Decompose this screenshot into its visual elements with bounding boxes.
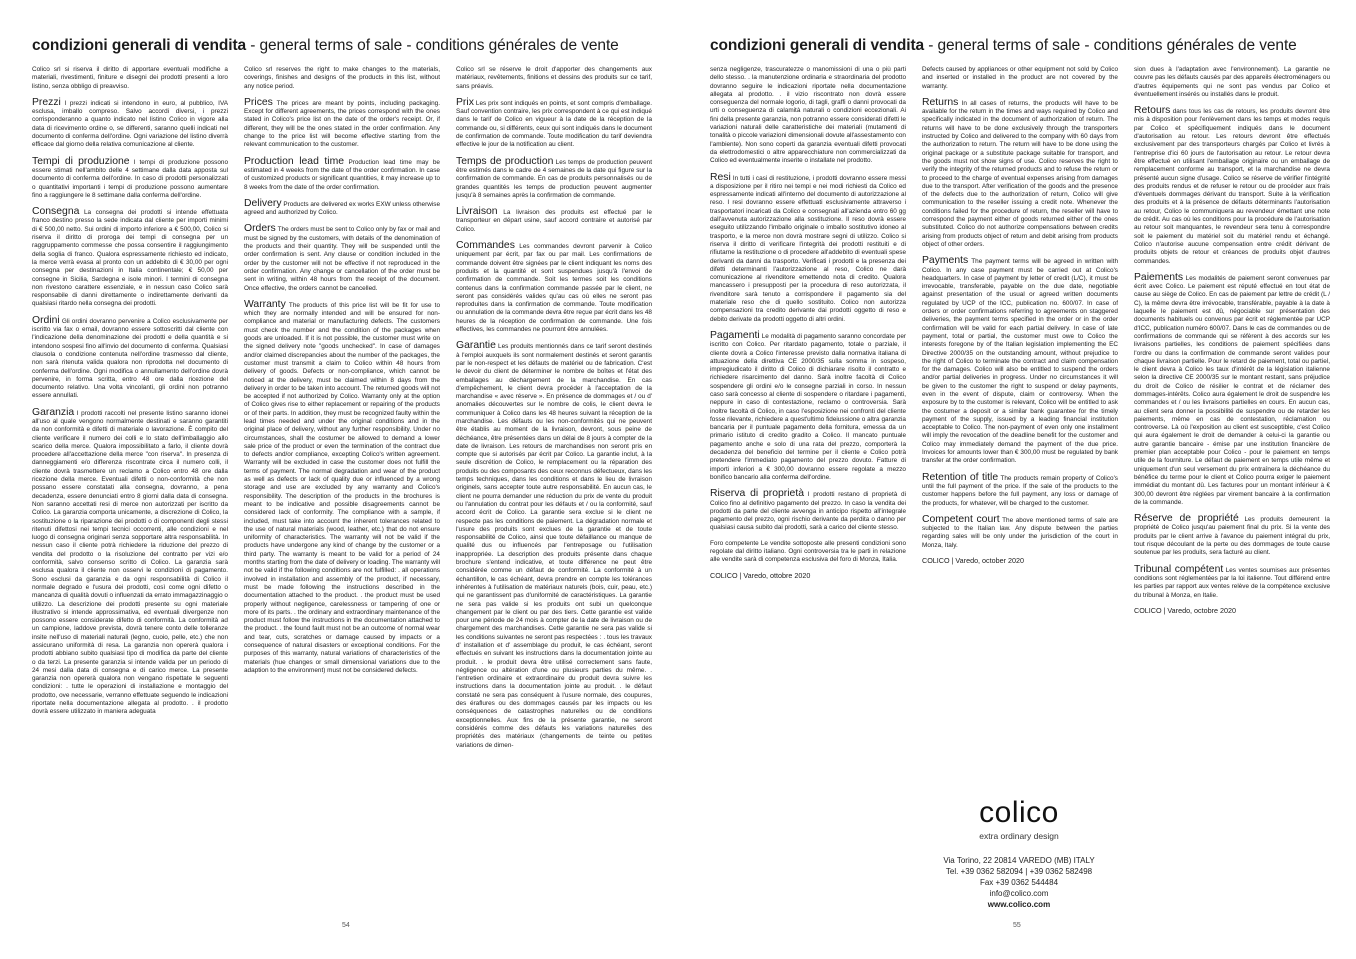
clause-section bbox=[244, 66, 440, 91]
columns-left bbox=[32, 66, 652, 912]
clause-heading: Prices bbox=[244, 96, 273, 108]
clause-text: I prodotti restano di proprietà di Colico fino al definitivo pagamento del prezzo. In caso la vendita dei prodotti da parte del cliente avvenga in anticipo rispetto all'integrale pagamento del prezzo, ogni rischio derivante da perdita o danno per qualsiasi causa subito dai prodotti, sarà a carico del cliente stesso. bbox=[710, 491, 906, 532]
clause-text: The prices are meant by points, including packaging. Except for different agreements, the prices correspond with the ones stated in Colico's price list on the date of the order's receipt. Or, if different, they will be the ones stated in the order confirmation. Any change to the price list will become effective starting from the relevant communication to the customer. bbox=[244, 99, 440, 149]
clause-heading: Production lead time bbox=[244, 155, 345, 167]
clause-section bbox=[32, 207, 228, 309]
title-rest: - general terms of sale - conditions générales de vente bbox=[924, 37, 1297, 54]
column-french bbox=[1134, 66, 1330, 912]
clause-text: Products are delivered ex works EXW unless otherwise agreed and authorized by Colico. bbox=[244, 200, 440, 217]
clause-section bbox=[456, 98, 652, 150]
clause-section bbox=[32, 157, 228, 200]
clause-text: Defects caused by appliances or other equipment not sold by Colico and inserted or installed in the product are not covered by the warranty. bbox=[922, 66, 1118, 90]
clause-section bbox=[1134, 514, 1330, 557]
clause-section bbox=[32, 408, 228, 717]
clause-section bbox=[922, 98, 1118, 249]
clause-text: Les produits demeurent la propriété de Colico jusqu'au paiement final du prix. Si la vente des produits par le client arrive à l'avance du paiement intégral du prix, tout risque découlant de la perte ou des dommages de toute cause soutenue par les produits, sera facturé au client. bbox=[1134, 516, 1330, 557]
clause-heading: Resi bbox=[710, 171, 731, 183]
clause-text: La livraison des produits est effectué par le transporteur en départ usine, sauf accord contraire et autorisé par Colico. bbox=[456, 209, 652, 233]
clause-text: dans tous les cas de retours, les produits devront être mis à disposition pour l'enlèvement dans les temps et modes requis par Colico et spécifiquement indiqués dans le document d'autorisation au retour. Les retours devront être effectués exclusivement par des transporteurs chargés par Colico et livrés à l'entreprise d'ici 60 jours de l'autorisation au retour. Le retour devra être effectué en utilisant l'emballage originaire ou un emballage de remplacement conforme au transport, et la marchandise ne devra présenté aucun signe d'usage. Colico se réserve de vérifier l'intégrité des produits rendus et de refuser le retour ou de procéder aux frais d'éventuels dommages dérivant du transport. Suite à la vérification des produits et à la présence de défauts déterminants l'autorisation au retour, Colico le communiquera au revendeur émettant une note de crédit. Au cas où les conditions pour la procédure de l'autorisation au retour soit manquantes, le revendeur sera tenu à correspondre soit le paiement du matériel soit du matériel rendu et échangé. Colico n'autorise aucune compensation entre crédit dérivant de produits objets de retour et créances de produits objet d'autres commandes. bbox=[1134, 108, 1330, 265]
page-title-left bbox=[32, 36, 652, 55]
clause-heading: Orders bbox=[244, 223, 276, 235]
clause-text: Gli ordini dovranno pervenire a Colico esclusivamente per iscritto via fax o email, dovranno essere sottoscritti dal cliente con l'indicazione della denominazione dei prodotti e della quantità e si intendono sospesi fino all'invio del documento di conferma. Qualsiasi clausola o condizione contenuta nell'ordine trasmesso dal cliente, non sarà ritenuta valida qualora non riprodotta nel documento di conferma dell'ordine. Ogni modifica o annullamento dell'ordine dovrà pervenire, in forma scritta, entro 48 ore dalla ricezione del documento relativo. Una volta vincolanti, gli ordini non potranno essere annullati. bbox=[32, 317, 228, 400]
clause-section bbox=[922, 473, 1118, 508]
sections bbox=[922, 66, 1118, 550]
clause-heading: Competent court bbox=[922, 513, 1000, 525]
clause-text: The products of this price list will be fit for use to which they are normally intended and will be ensured for non-compliance and material or manufacturing defects. The customers must check the number and the condition of the packages when goods are unloaded. If it is not possible, the customer must write on the signed delivery note "goods unchecked". In case of damages and/or claimed discrepancies about the number of the packages, the customer must transmit a claim to Colico within 48 hours from delivery of goods. Defects or non-compliance, which cannot be noticed at the delivery, must be claimed within 8 days from the delivery in order to be taken into account. The returned goods will not be accepted if not authorized by Colico. Warranty only at the option of Colico gives rise to either replacement or repairing of the products or of their parts. In addition, they must be recognized faulty within the lead times needed and under the original conditions and in the original place of delivery, without any further responsibility. Under no circumstances, shall the costumer be allowed to demand a lower sale price of the product or even the termination of the contract due to defects and/or compliance, excepting Colico's written agreement. Warranty will be excluded in case the customer does not fulfill the terms of payment. The normal degradation and wear of the product as well as defects or lack of quality due or influenced by a wrong storage and use are excluded by any warranty and Colico's responsibility. The description of the products in the brochures is meant to be indicative and possible disagreements cannot be considered lack of conformity. The compliance with a sample, if included, must take into account the inherent tolerances related to the use of natural materials (wood, leather, etc.) that do not ensure uniformity of characteristics. The warranty will not be valid if the products have undergone any kind of change by the customer or a third party. The warranty is meant to be valid for a period of 24 months starting from the date of delivery or loading. The warranty will not be valid if the following conditions are not fulfilled: . all operations involved in installation and assembly of the product, if necessary, must be made following the instructions described in the documentation attached to the product. . the product must be used properly without negligence, carelessness or tampering of one or more of its parts. . the ordinary and extraordinary maintenance of the product must follow the instructions in the documentation attached to the product. . the found fault must not be an outcome of normal wear and tear, cuts, scratches or damage caused by impacts or a consequence of natural disasters or exceptional conditions. For the purposes of this warranty, natural variations of characteristics of the materials (hue changes or small dimensional variations due to the adaption to the environment) must not be considered defects. bbox=[244, 301, 440, 674]
clause-text: Les temps de production peuvent être estimés dans le cadre de 4 semaines de la date qui figure sur la confirmation de commande. En cas de produits personnalisés ou de grandes quantités les temps de production peuvent augmenter jusqu'à 8 semaines après la confirmation de commande. bbox=[456, 158, 652, 199]
logo-tagline: extra ordinary design bbox=[979, 831, 1059, 841]
page-right bbox=[678, 0, 1356, 959]
clause-text: Les commandes devront parvenir à Colico uniquement par écrit, par fax ou par mail. Les confirmations de commande doivent être signées par le client indiquant les noms des produits et la quantité et sont suspendues jusqu'à l'envoi de confirmation de commande. Soit les termes soit les conditions contenus dans la confirmation commande passée par le client, ne seront pas considérés valides qu'au cas où elles ne seront pas reproduites dans la confirmation de commande. Toute modification ou annulation de la commande devra être reçue par écrit dans les 48 heures de la réception de confirmation de commande. Une fois effectives, les commandes ne pourront être annulées. bbox=[456, 243, 652, 334]
clause-text: Production lead time may be estimated in 4 weeks from the date of the order confirmation. In case of customized products or significant quantities, it may increase up to 8 weeks from the date of the order confirmation. bbox=[244, 158, 440, 191]
clause-text: Les ventes soumises aux présentes conditions sont réglementées par la loi italienne. Tout différend entre les parties par rapport aux ventes relève de la compétence exclusive du tribunal à Monza, en Italie. bbox=[1134, 566, 1330, 599]
address: Via Torino, 22 20814 VAREDO (MB) ITALY bbox=[943, 856, 1095, 865]
clause-heading: Temps de production bbox=[456, 155, 554, 167]
clause-text: The above mentioned terms of sale are subjected to the Italian law. Any dispute between the parties regarding sales will be only under the jurisdiction of the court in Monza, Italy. bbox=[922, 516, 1118, 549]
clause-text: In all cases of returns, the products will have to be available for the return in the times and ways required by Colico and specifically indicated in the document of authorization of return. The returns will have to be done exclusively through the transporters instructed by Colico and delivered to the company with 60 days from the authorization to return. The return will have to be done using the original package or a substitute package suitable for transport, and the goods must not show signs of use. Colico reserves the right to verify the integrity of the returned products and to refuse the return or to proceed to the charge of eventual expenses arising from damages due to the transport. After verification of the goods and the presence of the defects due to the authorization of return, Colico will give communication to the reseller issuing a credit note. Whenever the conditions failed for the procedure of return, the reseller will have to correspond the payment either of goods returned either of the ones substituted. Colico do not authorize compensations between credits arising from products object of return and debit arising from products object of other orders. bbox=[922, 99, 1118, 248]
clause-section bbox=[922, 515, 1118, 550]
title-rest: - general terms of sale - conditions générales de vente bbox=[246, 37, 619, 54]
column-french bbox=[456, 66, 652, 912]
clause-heading: Consegna bbox=[32, 206, 80, 218]
page-number: 54 bbox=[342, 922, 350, 929]
clause-section bbox=[244, 300, 440, 675]
clause-section bbox=[456, 207, 652, 234]
column-italian bbox=[710, 66, 906, 912]
clause-heading: Tempi di produzione bbox=[32, 155, 130, 167]
clause-section bbox=[456, 157, 652, 200]
clause-text: Les modalités de paiement seront convenues par écrit avec Colico. Le paiement est réputé effectué en tout état de cause au siège de Colico. En cas de paiement par lettre de crédit (L / C), la même devra être irrévocable, transférable, payable à la date à laquelle le paiement est dû, négociable sur présentation des documents habituels ou convenus par écrit et réglementée par UCP d'ICC, publication numéro 600/07. Dans le cas de commandes ou de confirmations de commande qui se réfèrent à des accords sur les livraisons partielles, les conditions de paiement spécifiées dans l'ordre ou dans la confirmation de commande seront valides pour chaque livraison partielle. Pour le retard de paiement, total ou partiel, le client devra à Colico les taux d'intérêt de la législation italienne selon la directive CE 2000/35 sur le montant restant, sans préjudice du droit de Colico de résilier le contrat et de réclamer des dommages-intérêts. Colico aura également le droit de suspendre les commandes et / ou les livraisons partielles en cours. En aucun cas, au client sera donner la possibilité de suspendre ou de retarder les paiements, même en cas de contestation, réclamation ou controverse. Là où l'exposition au client est susceptible, c'est Colico qui aura également le droit de demander à celui-ci la garantie ou autre garantie bancaire - émise par une institution financière de premier plan acceptable pour Colico - pour le paiement en temps utile de la fourniture. Le défaut de paiement en temps utile même et uniquement d'un seul versement du prix entraînera la déchéance du bénéfice du terme pour le client et Colico pourra exiger le paiement immédiat du montant dû. Les factures pour un montant inférieur à € 300,00 devront être réglées par virement bancaire à la confirmation de la commande. bbox=[1134, 274, 1330, 506]
clause-section bbox=[456, 241, 652, 334]
clause-text: senza negligenze, trascuratezze o manomissioni di una o più parti dello stesso. . la manutenzione ordinaria e straordinaria del prodotto dovranno seguire le indicazioni riportate nella documentazione allegata al prodotto. . il vizio riscontrato non dovrà essere conseguenza del normale logorio, di tagli, graffi o danni provocati da urti o conseguenza di calamità naturali o condizioni eccezionali. Ai fini della presente garanzia, non potranno essere considerati difetti le variazioni naturali delle caratteristiche dei materiali (mutamenti di tonalità o piccole variazioni dimensionali dovute all'assestamento con l'ambiente). Non sono coperti da garanzia eventuali difetti provocati da elettrodomestici o altre apparecchiature non commercializzati da Colico ed eventualmente inserite o installate nel prodotto. bbox=[710, 66, 906, 165]
clause-text: Colico srl si riserva il diritto di apportare eventuali modifiche a materiali, rivestimenti, finiture e disegni dei prodotti presenti a loro listino, senza obbligo di preavviso. bbox=[32, 66, 228, 90]
clause-text: The payment terms will be agreed in written with Colico. In any case payment must be carried out at Colico's headquarters. In case of payment by letter of credit (L/C), it must be irrevocable, transferable, payable on the due date, negotiable against presentation of the usual or agreed written documents regulated by UCP of the ICC, publication no. 600/07. In case of orders or order confirmations referring to agreements on staggered deliveries, the payment terms specified in the order or in the order confirmation will be valid for each partial delivery. In case of late payment, total or partial, the customer must owe to Colico the interests foregone by of the Italian legislation implementing the EC Directive 2000/35 on the outstanding amount, without prejudice to the right of Colico to terminate the contract and claim compensation for the damages. Colico will also be entitled to suspend the orders and/or partial deliveries in progress. Under no circumstances it will be given to the customer the right to suspend or delay payments, even in the event of dispute, claim or controversy. When the exposure by to the customer is relevant, Colico will be entitled to ask the costumer a deposit or a similar bank guarantee for the timely payment of the supply, issued by a leading financial institution acceptable to Colico. The non-payment of even only one installment will imply the revocation of the deadline benefit for the customer and Colico may immediately demand the payment of the due price. Invoices for amounts lower than € 300,00 must be regulated by bank transfer at the order confirmation. bbox=[922, 258, 1118, 465]
clause-heading: Retention of title bbox=[922, 471, 999, 483]
column-italian bbox=[32, 66, 228, 912]
clause-text: La consegna dei prodotti si intende effettuata franco destino presso la sede indicata dal cliente per importi minimi di € 500,00 netto. Sui ordini di importo inferiore a € 500,00, Colico si riserva il diritto di proroga dei tempi di consegna per un raggruppamento commesse che possa consentire il raggiungimento della soglia di franco. Qualora espressamente richiesto ed indicato, la merce verrà evasa al pronto con un addebito di € 30,00 per ogni consegna per destinazioni in Italia continentale; € 50,00 per consegne in Sicilia, Sardegna e isole minori. I termini di consegna non rivestono carattere essenziale, e in nessun caso Colico sarà responsabile di danni direttamente o indirettamente derivanti da qualsiasi ritardo nella consegna dei prodotti. bbox=[32, 209, 228, 308]
clause-section bbox=[32, 66, 228, 91]
clause-section bbox=[710, 66, 906, 166]
clause-heading: Ordini bbox=[32, 314, 60, 326]
clause-section bbox=[710, 540, 906, 565]
clause-section bbox=[1134, 273, 1330, 507]
clause-text: I prodotti raccolti nel presente listino saranno idonei all'uso al quale vengono normalmente destinati e saranno garantiti da non conformità e difetti di materiale o lavorazione. È compito del cliente verificare il numero dei colli e lo stato dell'imballaggio allo scarico della merce. Qualora impossibilitato a farlo, il cliente dovrà procedere all'accettazione della merce "con riserva". In presenza di danneggiamenti e/o differenza riscontrate circa il numero colli, il cliente dovrà trasmettere un reclamo a Colico entro 48 ore dalla ricezione della merce. Eventuali difetti o non-conformità che non possano essere constatati alla consegna, dovranno, a pena decadenza, essere denunciati entro 8 giorni dalla data di consegna. Non saranno accettati resi di merce non autorizzati per iscritto da Colico. La garanzia comporta unicamente, a discrezione di Colico, la sostituzione o la riparazione dei prodotti o di componenti degli stessi ritenuti difettosi nei tempi tecnici occorrenti, alle condizioni e nel luogo di consegna originari senza sopportare altra responsabilità. In nessun caso il cliente potrà richiedere la riduzione del prezzo di vendita del prodotto o la risoluzione del contratto per vizi e/o conformità, salvo consenso scritto di Colico. La garanzia sarà esclusa qualora il cliente non osservi le condizioni di pagamento. Sono esclusi da garanzia e da ogni responsabilità di Colico il normale degrado e l'usura dei prodotti, così come ogni difetto o mancanza di qualità dovuti o influenzati da errato immagazzinaggio o utilizzo. La descrizione dei prodotti presente su ogni materiale illustrativo si intende approssimativa, ed eventuali divergenze non possono essere considerate difetto di conformità. La conformità ad un campione, laddove prevista, dovrà tenere conto delle tolleranze insite nell'uso di materiali naturali (legno, cuoio, pelle, etc.) che non assicurano uniformità di resa. La garanzia non opererà qualora i prodotti abbiano subito qualsiasi tipo di modifica da parte del cliente o da terzi. La presente garanzia si intende valida per un periodo di 24 mesi dalla data di consegna e di carico merce. La presente garanzia non opererà qualora non vengano rispettate le seguenti condizioni: . tutte le operazioni di installazione e montaggio del prodotto, ove necessarie, verranno effettuate seguendo le indicazioni riportate nella documentazione allegata al prodotto. . il prodotto dovrà essere utilizzato in maniera adeguata bbox=[32, 409, 228, 716]
title-bold: condizioni generali di vendita bbox=[710, 37, 925, 54]
clause-text: Foro competente Le vendite sottoposte alle presenti condizioni sono regolate dal diritto italiano. Ogni controversia tra le parti in relazione alle vendite sarà di competenza esclusiva del foro di Monza, Italia. bbox=[710, 539, 906, 564]
colico-logo: colico bbox=[979, 796, 1059, 829]
contact-block bbox=[924, 798, 1114, 910]
clause-section bbox=[1134, 106, 1330, 266]
page-title-right bbox=[710, 36, 1330, 55]
clause-text: Colico srl reserves the right to make changes to the materials, coverings, finishes and designs of the products in this list, without any notice period. bbox=[244, 66, 440, 90]
email-link[interactable]: info@colico.com bbox=[989, 889, 1049, 898]
telephone: Tel. +39 0362 582094 | +39 0362 582498 bbox=[945, 867, 1093, 876]
clause-heading: Garanzia bbox=[32, 406, 75, 418]
signoff-french: COLICO | Varedo, octobre 2020 bbox=[1134, 605, 1237, 615]
clause-section bbox=[1134, 66, 1330, 99]
website-link[interactable]: www.colico.com bbox=[987, 900, 1051, 909]
clause-section bbox=[244, 224, 440, 292]
clause-section bbox=[456, 66, 652, 91]
clause-section bbox=[922, 256, 1118, 465]
clause-text: In tutti i casi di restituzione, i prodotti dovranno essere messi a disposizione per il ritiro nei tempi e nei modi richiesti da Colico ed espressamente indicati all'interno del documento di autorizzazione al reso. I resi dovranno essere effettuati esclusivamente attraverso i trasportatori incaricati da Colico e consegnati all'azienda entro 60 gg dall'avvenuta autorizzazione alla sostituzione. Il reso dovrà essere eseguito utilizzando l'imballo originale o imballo sostitutivo idoneo al trasporto, e la merce non dovrà mostrare segni di utilizzo. Colico si riserva il diritto di verificare l'integrità dei prodotti restituiti e di rifiutarne la restituzione o di procedere all'addebito di eventuali spese derivanti da danni da trasporto. Verificati i prodotti e la presenza dei difetti determinanti l'autorizzazione al reso, Colico ne darà comunicazione al rivenditore emettendo nota di credito. Qualora mancassero i presupposti per la procedura di reso autorizzata, il rivenditore sarà tenuto a corrispondere il pagamento sia del materiale reso che di quello sostituito. Colico non autorizza compensazioni tra credito derivante dai prodotti oggetto di reso e debito derivate da prodotti oggetto di altri ordini. bbox=[710, 174, 906, 323]
clause-section bbox=[922, 66, 1118, 91]
clause-section bbox=[710, 489, 906, 532]
page-number: 55 bbox=[1013, 922, 1021, 929]
clause-text: Les produits mentionnés dans ce tarif seront destinés à l'emploi auxquels ils sont normalement destinés et seront garantis par le non-respect et les défauts de matériel ou de fabrication. C'est le devoir du client de déterminer le nombre de boîtes et l'état des emballages au déchargement de la marchandise. En cas d'empêchement, le client devra procéder à l'acceptation de la marchandise « avec réserve ». En présence de dommages et / ou d' anomalies découvertes sur le nombre de colis, le client devra le communiquer à Colico dans les 48 heures suivant la réception de la marchandise. Les défauts ou les non-conformités qui ne peuvent être établis au moment de la livraison, devront, sous peine de déchéance, être présentées dans un délai de 8 jours à compter de la date de livraison. Les retours de marchandises non seront pris en compte que si autorisés par écrit par Colico. La garantie inclut, à la seule discrétion de Colico, le remplacement ou la réparation des produits ou des composants des ceux reconnus défectueux, dans les temps techniques, dans les conditions et dans le lieu de livraison originels, sans accepter toute autre responsabilité. En aucun cas, le client ne pourra demander une réduction du prix de vente du produit ou l'annulation du contrat pour les défauts et / ou la conformité, sauf accord écrit de Colico. La garantie sera exclue si le client ne respecte pas les conditions de paiement. La dégradation normale et l'usure des produits sont exclues de la garantie et de toute responsabilité de Colico, ainsi que toute défaillance ou manque de qualité dus ou influencés par l'entreposage ou l'utilisation inappropriée. La description des produits présente dans chaque brochure s'entend indicative, et toute différence ne peut être considérée comme un défaut de conformité. La conformité à un échantillon, le cas échéant, devra prendre en compte les tolérances inhérentes à l'utilisation de matériaux naturels (bois, cuir, peau, etc.) qui ne garantissent pas d'uniformité de caractéristiques. La garantie ne sera pas valide si les produits ont subi un quelconque changement par le client ou par des tiers. Cette garantie est valide pour une période de 24 mois à compter de la date de livraison ou de chargement des marchandises. Cette garantie ne sera pas valide si les conditions suivantes ne seront pas respectées : . tous les travaux d' installation et d' assemblage du produit, le cas échéant, seront effectués en suivant les instructions dans la documentation jointe au produit. . le produit devra être utilisé correctement sans faute, négligence ou altération d'une ou plusieurs parties du même. . l'entretien ordinaire et extraordinaire du produit devra suivre les instructions dans la documentation jointe au produit. . le défaut constaté ne sera pas conséquent à l'usure normale, des coupures, des éraflures ou des dommages causés par les impacts ou les conséquences de catastrophes naturelles ou de conditions exceptionnelles. Aux fins de la présente garantie, ne seront considérés comme des défauts les variations naturelles des propriétés des matériaux (changements de teinte ou petites variations de dimen- bbox=[456, 343, 652, 749]
clause-heading: Réserve de propriété bbox=[1134, 513, 1239, 525]
column-english bbox=[922, 66, 1118, 912]
fax: Fax +39 0362 544484 bbox=[979, 878, 1059, 887]
clause-section bbox=[710, 331, 906, 482]
columns-right bbox=[710, 66, 1330, 912]
sections bbox=[710, 66, 906, 565]
clause-text: The orders must be sent to Colico only by fax or mail and must be signed by the customers, with details of the denomination of the products and their quantity. They will be suspended until the order confirmation is sent. Any clause or condition included in the order by the customer will not be effective if not reproduced in the order confirmation. Any change or cancellation of the order must be sent in writing, within 48 hours from the receipt of the document. Once effective, the orders cannot be cancelled. bbox=[244, 226, 440, 292]
clause-section bbox=[456, 341, 652, 750]
signoff-english: COLICO | Varedo, october 2020 bbox=[922, 556, 1025, 566]
clause-text: I tempi di produzione possono essere stimati nell'ambito delle 4 settimane dalla data apposta sul documento di conferma dell'ordine. In caso di prodotti personalizzati o quantitativi importanti i tempi di produzione possono aumentare fino a raggiungere le 8 settimane dalla conferma dell'ordine. bbox=[32, 158, 228, 199]
clause-section bbox=[710, 173, 906, 324]
clause-section bbox=[32, 316, 228, 401]
signoff-italian: COLICO | Varedo, ottobre 2020 bbox=[710, 570, 811, 580]
clause-heading: Returns bbox=[922, 96, 959, 108]
clause-section bbox=[244, 157, 440, 192]
clause-heading: Riserva di proprietà bbox=[710, 488, 805, 500]
clause-heading: Pagamenti bbox=[710, 329, 760, 341]
clause-text: I prezzi indicati si intendono in euro, al pubblico, IVA esclusa, imballo compreso. Salvo accordi diversi, i prezzi corrisponderanno a quanto indicato nel listino Colico in vigore alla data di ricevimento ordine o, se differenti, saranno quelli indicati nel documento di conferma dell'ordine. Ogni variazione del listino diverrà efficace dal giorno della relativa comunicazione al cliente. bbox=[32, 99, 228, 149]
clause-heading: Paiements bbox=[1134, 271, 1184, 283]
clause-heading: Retours bbox=[1134, 105, 1171, 117]
clause-text: sion dues à l'adaptation avec l'environnement). La garantie ne couvre pas les défauts causés par des appareils électroménagers ou d'autres équipements qui ne sont pas vendus par Colico et éventuellement insérés ou installés dans le produit. bbox=[1134, 66, 1330, 98]
title-bold: condizioni generali di vendita bbox=[32, 37, 247, 54]
column-english bbox=[244, 66, 440, 912]
clause-text: The products remain property of Colico's until the full payment of the price. If the sale of the products to the customer happens before the full payment, any loss or damage of the products, for whatever, will be charged to the customer. bbox=[922, 474, 1118, 507]
clause-heading: Garantie bbox=[456, 340, 496, 352]
clause-heading: Prezzi bbox=[32, 96, 61, 108]
clause-section bbox=[244, 199, 440, 218]
clause-text: Le modalità di pagamento saranno concordate per iscritto con Colico. Per ritardato pagamento, totale o parziale, il cliente dovrà a Colico l'interesse previsto dalla normativa italiana di attuazione della direttiva CE 2000/35 sulla somma in sospeso, impregiudicato il diritto di Colico di dichiarare risolto il contratto e richiedere risarcimento del danno. Sarà inoltre facoltà di Colico sospendere gli ordini e/o le consegne parziali in corso. In nessun caso sarà concesso al cliente di sospendere o ritardare i pagamenti, neppure in caso di contestazione, reclamo o controversia. Sarà inoltre facoltà di Colico, in caso l'esposizione nei confronti del cliente fosse rilevante, richiedere a quest'ultimo fideiussione o altra garanzia bancaria per il puntuale pagamento della fornitura, emessa da un primario istituto di credito gradito a Colico. Il mancato puntuale pagamento anche e solo di una rata del prezzo, comporterà la decadenza del beneficio del termine per il cliente e Colico potrà pretendere l'immediato pagamento del prezzo dovuto. Fatture di importi inferiori a € 300,00 dovranno essere regolate a mezzo bonifico bancario alla conferma dell'ordine. bbox=[710, 332, 906, 481]
clause-heading: Livraison bbox=[456, 206, 498, 218]
clause-section bbox=[244, 98, 440, 150]
clause-heading: Payments bbox=[922, 255, 969, 267]
clause-text: Les prix sont indiqués en points, et sont compris d'emballage. Sauf convention contraire, les prix correspondent à ce qui est indiqué dans le tarif de Colico en vigueur à la date de la réception de la commande ou, si différents, ceux qui sont indiqués dans le document de confirmation de commande. Toute modification du tarif deviendra effective le jour de la notification au client. bbox=[456, 99, 652, 149]
clause-section bbox=[1134, 565, 1330, 600]
clause-heading: Delivery bbox=[244, 197, 282, 209]
clause-text: Colico srl se réserve le droit d'apporter des changements aux matériaux, revêtements, finitions et dessins des produits sur ce tarif, sans préavis. bbox=[456, 66, 652, 90]
clause-heading: Tribunal compétent bbox=[1134, 563, 1224, 575]
clause-section bbox=[32, 98, 228, 150]
clause-heading: Commandes bbox=[456, 240, 515, 252]
sections bbox=[1134, 66, 1330, 600]
clause-heading: Warranty bbox=[244, 298, 286, 310]
clause-heading: Prix bbox=[456, 96, 474, 108]
